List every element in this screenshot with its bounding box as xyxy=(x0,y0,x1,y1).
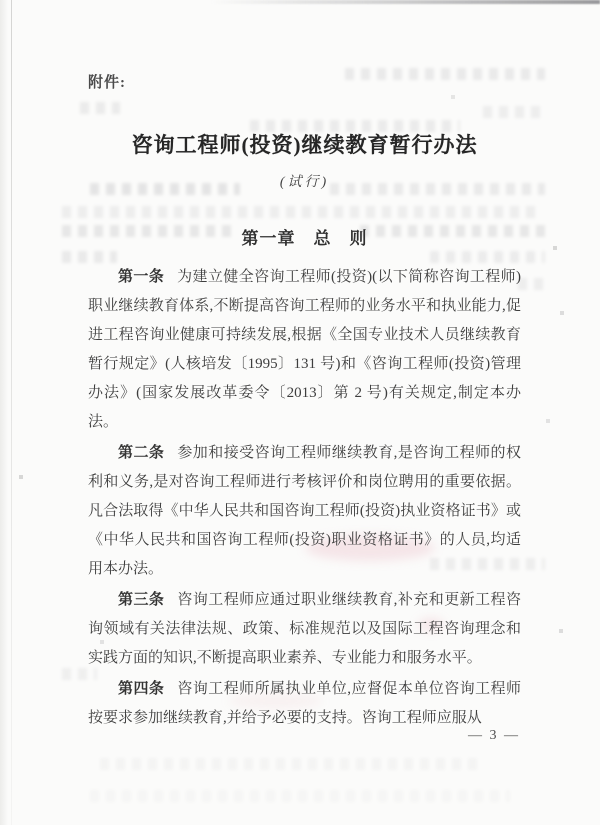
article-text: 咨询工程师所属执业单位,应督促本单位咨询工程师按要求参加继续教育,并给予必要的支持。咨询工程师应服从 xyxy=(88,681,521,726)
document-subtitle: (试行) xyxy=(279,175,330,190)
attachment-label: 附件: xyxy=(88,75,126,91)
scan-left-edge-shadow xyxy=(0,0,8,825)
page-number: — 3 — xyxy=(468,728,520,743)
scan-noise-specks xyxy=(0,0,2,2)
article-text: 咨询工程师应通过职业继续教育,补充和更新工程咨询领域有关法律法规、政策、标准规范以及国际工程咨询理念和实践方面的知识,不断提高职业素养、专业能力和服务水平。 xyxy=(88,592,521,666)
article-text: 为建立健全咨询工程师(投资)(以下简称咨询工程师)职业继续教育体系,不断提高咨询工程师的业务水平和执业能力,促进工程咨询业健康可持续发展,根据《全国专业技术人员继续教育暂行规定》(人核培发〔1995〕131 号)和《咨询工程师(投资)管理办法》(国家发展改革委令〔2013〕第 2 号)有关规定,制定本办法。 xyxy=(88,269,521,430)
article-body xyxy=(88,263,521,733)
document-content xyxy=(88,0,521,735)
article-number: 第一条 xyxy=(118,269,165,285)
paper-crease-line xyxy=(11,0,12,825)
document-title: 咨询工程师(投资)继续教育暂行办法 xyxy=(131,133,478,157)
article-paragraph-4 xyxy=(88,675,521,733)
article-number: 第四条 xyxy=(118,681,165,697)
bleedthrough-artifact xyxy=(100,758,480,770)
article-paragraph-2 xyxy=(88,439,521,584)
article-paragraph-3 xyxy=(88,586,521,673)
article-paragraph-1 xyxy=(88,263,521,437)
article-number: 第三条 xyxy=(118,592,165,608)
chapter-heading: 第一章 总 则 xyxy=(241,229,368,248)
article-text: 参加和接受咨询工程师继续教育,是咨询工程师的权利和义务,是对咨询工程师进行考核评价和岗位聘用的重要依据。凡合法取得《中华人民共和国咨询工程师(投资)执业资格证书》或《中华人民共和国咨询工程师(投资)职业资格证书》的人员,均适用本办法。 xyxy=(88,445,521,577)
bleedthrough-artifact xyxy=(90,790,510,802)
article-number: 第二条 xyxy=(118,445,165,461)
bleedthrough-artifact xyxy=(518,278,548,290)
